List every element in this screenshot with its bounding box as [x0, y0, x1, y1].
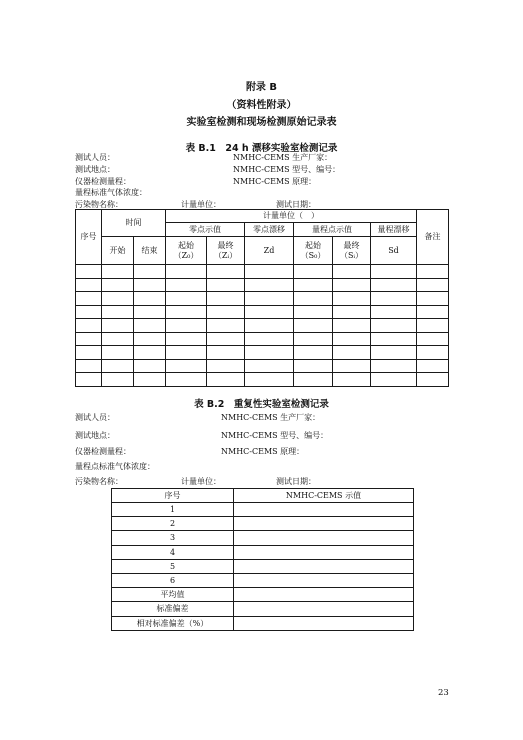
empty-cell[interactable]: [166, 278, 207, 292]
zero-end-symbol: （Zᵢ）: [213, 250, 238, 260]
header-end: 结束: [134, 237, 166, 265]
empty-cell[interactable]: [294, 292, 333, 306]
t1-location-label: 测试地点：: [75, 165, 115, 174]
empty-cell[interactable]: [166, 346, 207, 360]
table-row: [112, 559, 414, 573]
empty-cell[interactable]: [417, 373, 449, 387]
table-row: [112, 573, 414, 587]
empty-cell[interactable]: [417, 278, 449, 292]
empty-cell[interactable]: [76, 332, 102, 346]
table-row: [112, 588, 414, 602]
table-row: [112, 517, 414, 531]
span-end-symbol: （Sᵢ）: [339, 250, 364, 260]
row-label: 2: [112, 517, 234, 531]
empty-cell[interactable]: [207, 292, 245, 306]
empty-cell[interactable]: [245, 346, 294, 360]
t2-header-value: NMHC-CEMS 示值: [234, 489, 414, 503]
empty-cell[interactable]: [417, 265, 449, 279]
empty-cell[interactable]: [294, 305, 333, 319]
empty-cell[interactable]: [245, 265, 294, 279]
empty-cell[interactable]: [333, 373, 371, 387]
empty-cell[interactable]: [166, 305, 207, 319]
header-zero-end: [207, 237, 245, 265]
table-row: [112, 531, 414, 545]
empty-cell[interactable]: [333, 278, 371, 292]
repeatability-record-table: [111, 488, 414, 631]
table-row: [76, 278, 449, 292]
appendix-nature: （资料性附录）: [226, 100, 297, 111]
empty-cell[interactable]: [166, 359, 207, 373]
empty-cell[interactable]: [294, 373, 333, 387]
empty-cell[interactable]: [245, 373, 294, 387]
t1-model-label: NMHC-CEMS 型号、编号：: [233, 165, 341, 174]
span-start-symbol: （S₀）: [300, 250, 326, 260]
empty-cell[interactable]: [417, 292, 449, 306]
table-row: [76, 319, 449, 333]
empty-cell[interactable]: [207, 305, 245, 319]
header-note: 备注: [417, 210, 449, 265]
table-row: [76, 265, 449, 279]
t2-pollutant-label: 污染物名称：: [75, 477, 123, 486]
empty-cell[interactable]: [134, 332, 166, 346]
empty-cell[interactable]: [76, 346, 102, 360]
table-row: [112, 616, 414, 630]
t2-header-seq: 序号: [112, 489, 234, 503]
empty-cell[interactable]: [102, 305, 134, 319]
empty-cell[interactable]: [371, 373, 417, 387]
t1-span-gas-label: 量程标准气体浓度：: [75, 188, 147, 197]
empty-cell[interactable]: [294, 265, 333, 279]
row-label: 标准偏差: [112, 602, 234, 616]
t2-principle-label: NMHC-CEMS 原理：: [221, 447, 305, 456]
empty-cell[interactable]: [207, 278, 245, 292]
t1-date-label: 测试日期：: [276, 200, 316, 209]
empty-cell[interactable]: [417, 305, 449, 319]
t1-principle-label: NMHC-CEMS 原理：: [233, 177, 317, 186]
empty-cell[interactable]: [245, 319, 294, 333]
empty-cell[interactable]: [207, 265, 245, 279]
empty-cell[interactable]: [333, 346, 371, 360]
empty-cell[interactable]: [333, 305, 371, 319]
empty-cell[interactable]: [371, 319, 417, 333]
row-label: 1: [112, 503, 234, 517]
table-row: [76, 292, 449, 306]
empty-cell[interactable]: [76, 292, 102, 306]
value-cell[interactable]: [234, 531, 414, 545]
empty-cell[interactable]: [245, 359, 294, 373]
t1-pollutant-label: 污染物名称：: [75, 200, 123, 209]
t2-manufacturer-label: NMHC-CEMS 生产厂家：: [221, 413, 321, 422]
t2-date-label: 测试日期：: [276, 477, 316, 486]
header-span-reading: 量程点示值: [294, 223, 371, 237]
empty-cell[interactable]: [134, 373, 166, 387]
empty-cell[interactable]: [76, 305, 102, 319]
page-number: 23: [438, 688, 449, 698]
empty-cell[interactable]: [207, 319, 245, 333]
header-span-drift: 量程漂移: [371, 223, 417, 237]
span-start-label: 起始: [305, 241, 321, 251]
t2-tester-label: 测试人员：: [75, 413, 115, 422]
row-label: 相对标准偏差（%）: [112, 616, 234, 630]
t2-range-label: 仪器检测量程：: [75, 447, 131, 456]
empty-cell[interactable]: [245, 292, 294, 306]
empty-cell[interactable]: [333, 292, 371, 306]
empty-cell[interactable]: [294, 319, 333, 333]
value-cell[interactable]: [234, 503, 414, 517]
empty-cell[interactable]: [166, 265, 207, 279]
empty-cell[interactable]: [417, 346, 449, 360]
empty-cell[interactable]: [134, 292, 166, 306]
empty-cell[interactable]: [166, 332, 207, 346]
empty-cell[interactable]: [371, 265, 417, 279]
t1-manufacturer-label: NMHC-CEMS 生产厂家：: [233, 153, 333, 162]
appendix-label: 附录 B: [245, 82, 278, 93]
table1-caption: 表 B.1 24 h 漂移实验室检测记录: [185, 143, 338, 154]
header-span-end: [333, 237, 371, 265]
empty-cell[interactable]: [294, 346, 333, 360]
empty-cell[interactable]: [102, 265, 134, 279]
empty-cell[interactable]: [134, 265, 166, 279]
table-row: [76, 346, 449, 360]
empty-cell[interactable]: [102, 319, 134, 333]
zero-start-symbol: （Z₀）: [173, 250, 199, 260]
empty-cell[interactable]: [134, 278, 166, 292]
header-sd: Sd: [371, 237, 417, 265]
row-label: 4: [112, 545, 234, 559]
table2-caption: 表 B.2 重复性实验室检测记录: [194, 399, 329, 410]
empty-cell[interactable]: [371, 278, 417, 292]
t2-span-gas-label: 量程点标准气体浓度：: [75, 462, 155, 471]
empty-cell[interactable]: [333, 319, 371, 333]
value-cell[interactable]: [234, 573, 414, 587]
empty-cell[interactable]: [166, 292, 207, 306]
value-cell[interactable]: [234, 559, 414, 573]
empty-cell[interactable]: [371, 359, 417, 373]
empty-cell[interactable]: [294, 332, 333, 346]
t2-model-label: NMHC-CEMS 型号、编号：: [221, 431, 329, 440]
empty-cell[interactable]: [76, 265, 102, 279]
header-zero-start: [166, 237, 207, 265]
row-label: 平均值: [112, 588, 234, 602]
empty-cell[interactable]: [76, 359, 102, 373]
t1-tester-label: 测试人员：: [75, 153, 115, 162]
row-label: 3: [112, 531, 234, 545]
empty-cell[interactable]: [102, 373, 134, 387]
empty-cell[interactable]: [207, 346, 245, 360]
t1-unit-label: 计量单位：: [181, 200, 221, 209]
empty-cell[interactable]: [76, 373, 102, 387]
value-cell[interactable]: [234, 517, 414, 531]
table-row: [76, 305, 449, 319]
empty-cell[interactable]: [207, 359, 245, 373]
empty-cell[interactable]: [333, 359, 371, 373]
empty-cell[interactable]: [371, 332, 417, 346]
table-row: [76, 332, 449, 346]
empty-cell[interactable]: [76, 319, 102, 333]
table-row: [112, 545, 414, 559]
header-unit: 计量单位（ ）: [166, 210, 417, 223]
zero-start-label: 起始: [178, 241, 194, 251]
header-start: 开始: [102, 237, 134, 265]
empty-cell[interactable]: [102, 278, 134, 292]
empty-cell[interactable]: [207, 332, 245, 346]
value-cell[interactable]: [234, 602, 414, 616]
empty-cell[interactable]: [102, 292, 134, 306]
empty-cell[interactable]: [134, 346, 166, 360]
table-row: [76, 359, 449, 373]
empty-cell[interactable]: [417, 332, 449, 346]
header-span-start: [294, 237, 333, 265]
empty-cell[interactable]: [417, 319, 449, 333]
empty-cell[interactable]: [245, 278, 294, 292]
empty-cell[interactable]: [76, 278, 102, 292]
header-zero-reading: 零点示值: [166, 223, 245, 237]
empty-cell[interactable]: [207, 373, 245, 387]
row-label: 6: [112, 573, 234, 587]
span-end-label: 最终: [343, 241, 360, 251]
t2-unit-label: 计量单位：: [181, 477, 221, 486]
value-cell[interactable]: [234, 588, 414, 602]
table-row: [76, 373, 449, 387]
empty-cell[interactable]: [245, 305, 294, 319]
empty-cell[interactable]: [134, 319, 166, 333]
empty-cell[interactable]: [371, 346, 417, 360]
empty-cell[interactable]: [245, 332, 294, 346]
empty-cell[interactable]: [294, 359, 333, 373]
t2-location-label: 测试地点：: [75, 431, 115, 440]
empty-cell[interactable]: [166, 373, 207, 387]
empty-cell[interactable]: [166, 319, 207, 333]
header-time: 时间: [102, 210, 166, 237]
zero-end-label: 最终: [217, 241, 234, 251]
empty-cell[interactable]: [134, 359, 166, 373]
empty-cell[interactable]: [417, 359, 449, 373]
empty-cell[interactable]: [102, 346, 134, 360]
header-zero-drift: 零点漂移: [245, 223, 294, 237]
empty-cell[interactable]: [294, 278, 333, 292]
main-title: 实验室检测和现场检测原始记录表: [186, 117, 337, 128]
header-zd: Zd: [245, 237, 294, 265]
t1-range-label: 仪器检测量程：: [75, 177, 131, 186]
empty-cell[interactable]: [134, 305, 166, 319]
empty-cell[interactable]: [102, 359, 134, 373]
empty-cell[interactable]: [333, 332, 371, 346]
drift-record-table: [75, 209, 449, 387]
table-row: [112, 503, 414, 517]
empty-cell[interactable]: [371, 305, 417, 319]
empty-cell[interactable]: [371, 292, 417, 306]
value-cell[interactable]: [234, 545, 414, 559]
table-row: [112, 602, 414, 616]
value-cell[interactable]: [234, 616, 414, 630]
row-label: 5: [112, 559, 234, 573]
empty-cell[interactable]: [102, 332, 134, 346]
header-seq: 序号: [76, 210, 102, 265]
empty-cell[interactable]: [333, 265, 371, 279]
